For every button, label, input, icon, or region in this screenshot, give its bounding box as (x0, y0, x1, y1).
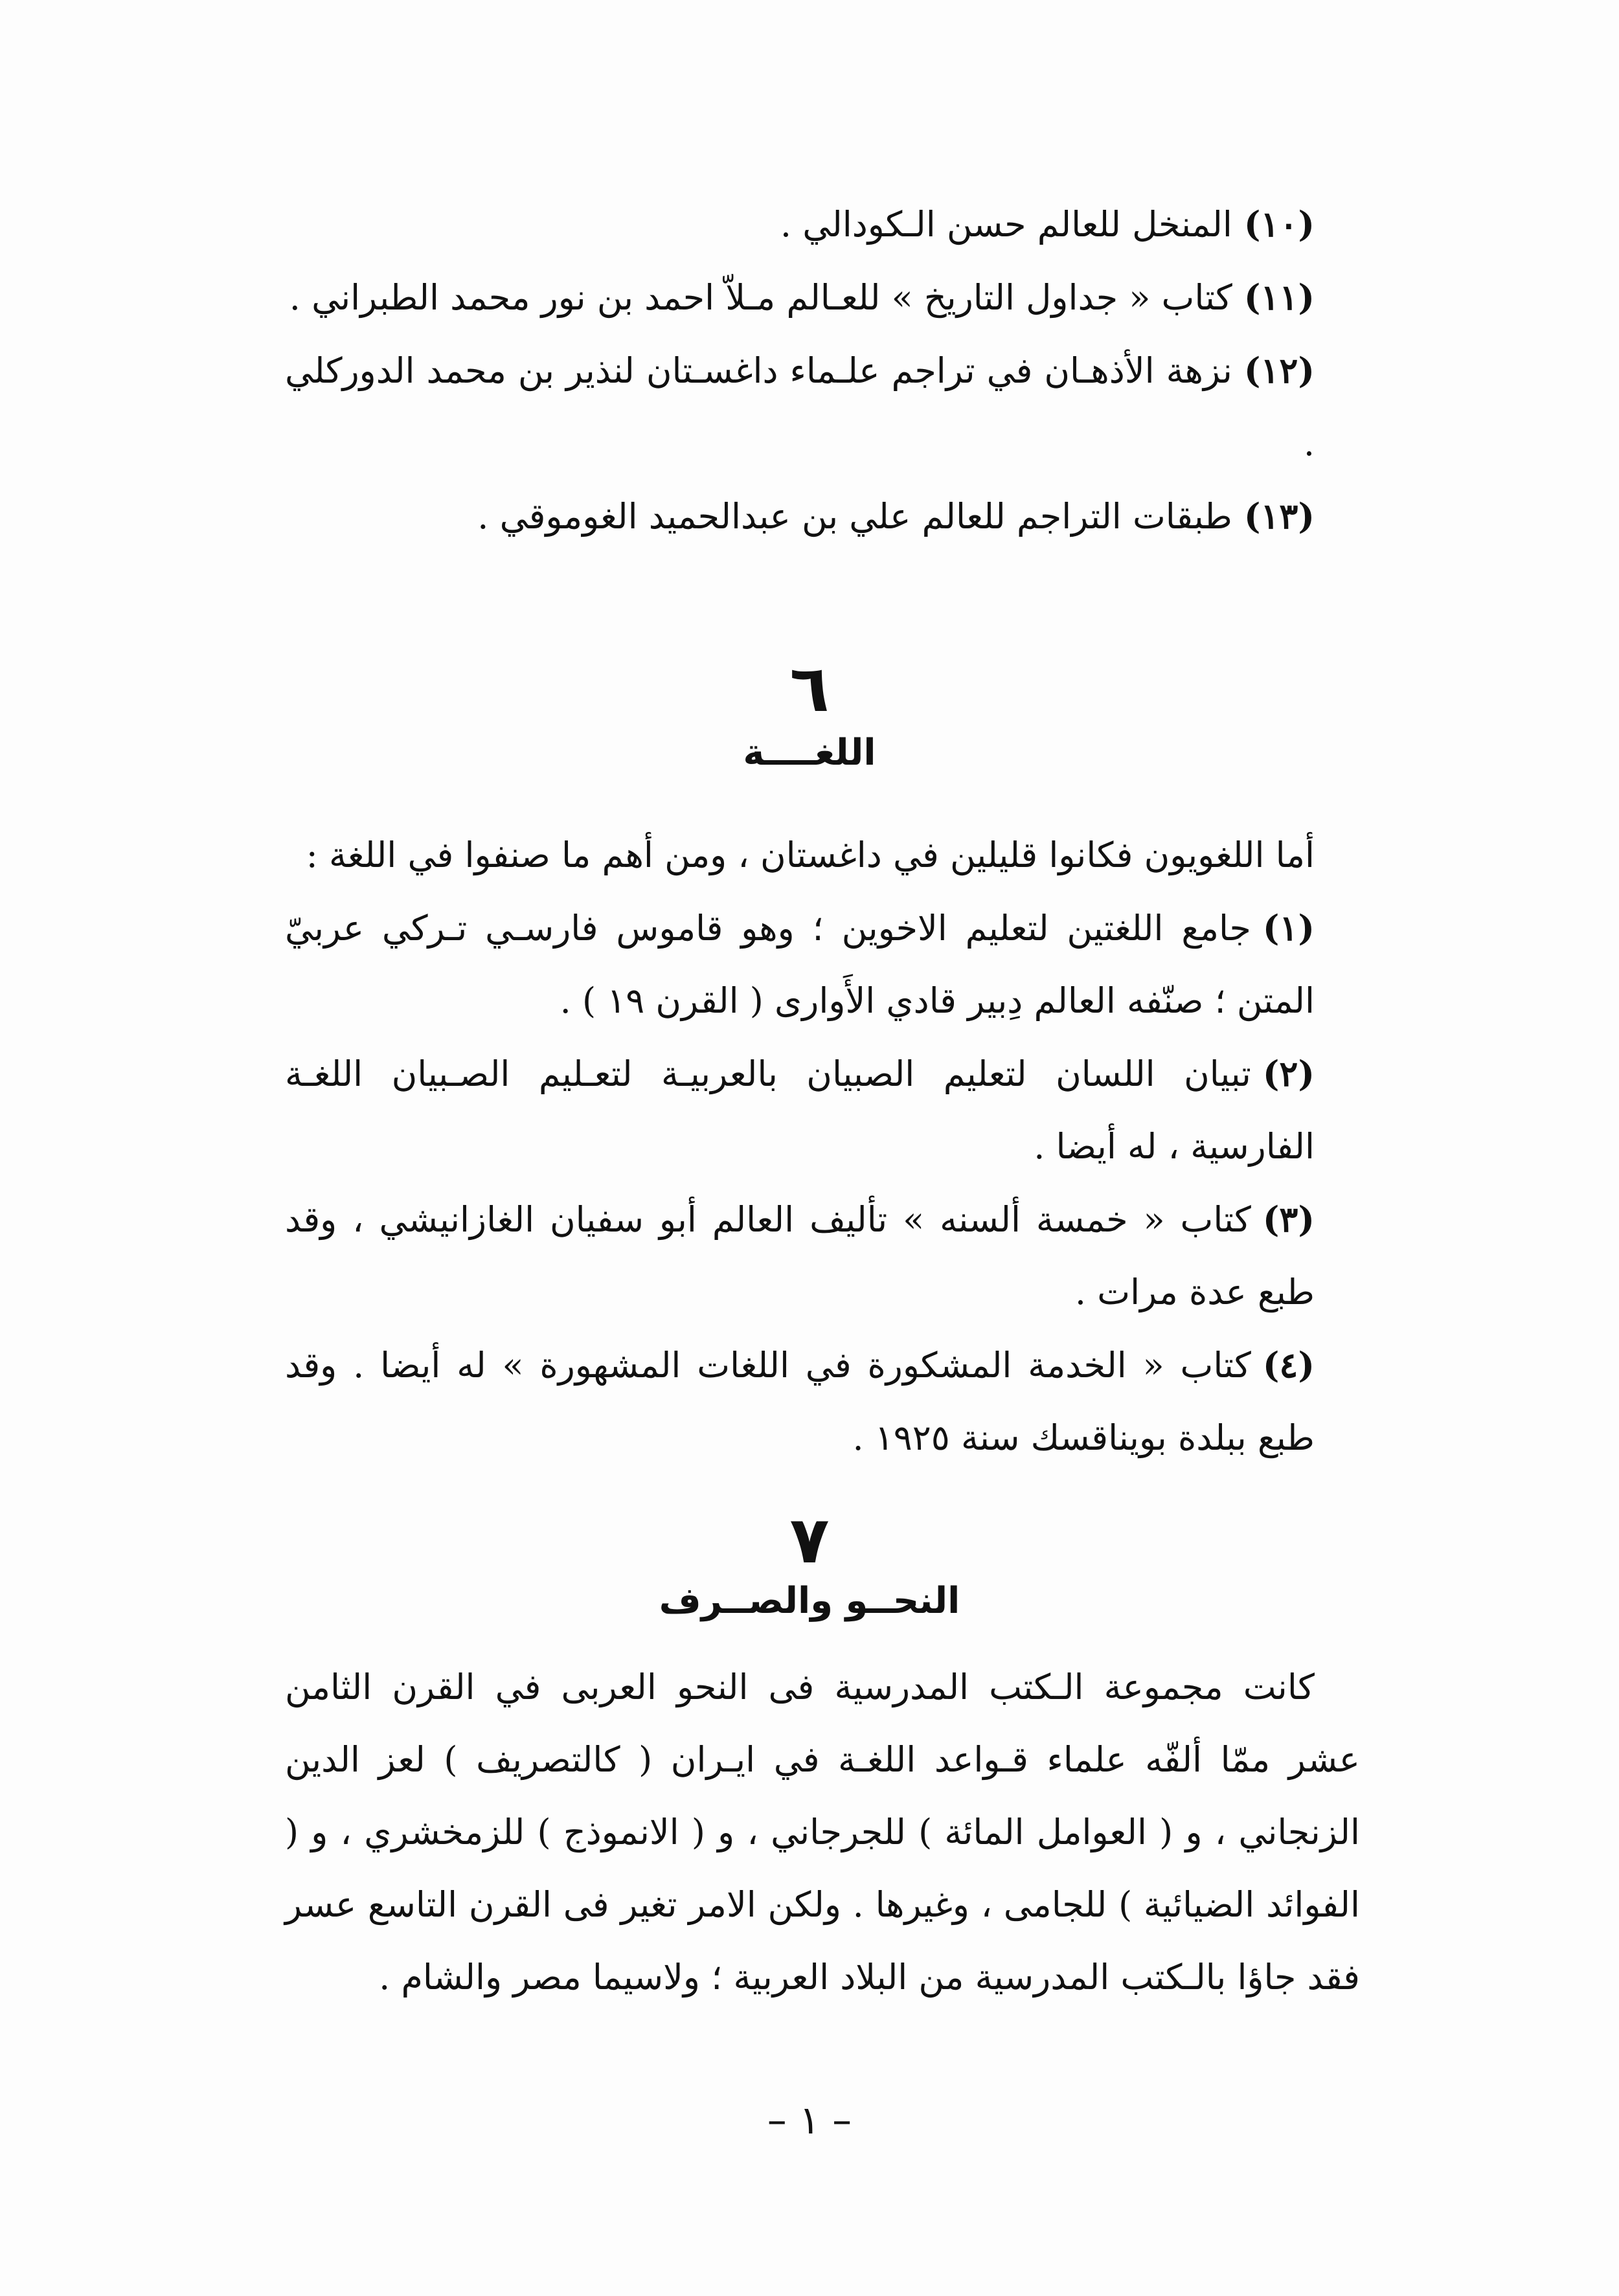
item-number: (٤) (1262, 1344, 1315, 1386)
page-number: – ١ – (767, 2098, 852, 2143)
list-item (285, 261, 1360, 334)
item-text: جامع اللغتين لتعليم الاخوين ؛ وهو قاموس فارسـي تـركي عربيّ المتن ؛ صنّفه العالم دِبير قادي الأَوارى ( القرن ١٩ ) . (285, 908, 1315, 1021)
item-text: تبيان اللسان لتعليم الصبيان بالعربيـة لتعـليم الصـبيان اللغـة الفارسية ، له أيضا . (285, 1053, 1315, 1167)
item-number: (٣) (1262, 1199, 1315, 1240)
item-number: (١٢) (1243, 350, 1315, 391)
language-section (285, 819, 1360, 1474)
item-text: كتاب « خمسة ألسنه » تأليف العالم أبو سفيان الغازانيشي ، وقد طبع عدة مرات . (285, 1199, 1315, 1312)
list-item (285, 1183, 1360, 1329)
item-number: (١٠) (1243, 203, 1315, 245)
list-item (285, 334, 1360, 480)
chapter-title: النحــو والصــرف (659, 1580, 960, 1622)
body-paragraph: كانت مجموعة الـكتب المدرسية فى النحو العربى في القرن الثامن عشر ممّا ألفّه علماء قـواعد اللغـة في ايـران ( كالتصريف ) لعز الدين الزنجاني ، و ( العوامل المائة ) للجرجاني ، و ( الانموذج ) للزمخشري ، و ( الفوائد الضيائية ) للجامى ، وغيرها . ولكن الامر تغير فى القرن التاسع عسر فقد جاؤا بالـكتب المدرسية من البلاد العربية ؛ ولاسيما مصر والشام . (285, 1667, 1360, 1998)
grammar-section (285, 1651, 1360, 2014)
item-number: (١١) (1243, 276, 1315, 318)
item-text: طبقات التراجم للعالم علي بن عبدالحميد الغوموقي . (477, 496, 1232, 537)
item-number: (١) (1262, 907, 1315, 949)
source-list-continued (285, 188, 1360, 553)
list-item (285, 188, 1360, 261)
chapter-title: اللغــــة (743, 732, 876, 774)
list-item (285, 892, 1360, 1037)
item-text: المنخل للعالم حسن الـكودالي . (780, 204, 1232, 245)
list-item (285, 1037, 1360, 1183)
chapter-number: ٧ (789, 1502, 830, 1578)
item-number: (٢) (1262, 1053, 1315, 1094)
item-text: نزهة الأذهـان في تراجم علـماء داغسـتان لنذير بن محمد الدوركلي . (285, 350, 1315, 464)
list-item (285, 480, 1360, 553)
chapter-number: ٦ (789, 651, 830, 726)
item-number: (١٣) (1243, 495, 1315, 537)
section-intro: أما اللغويون فكانوا قليلين في داغستان ، ومن أهم ما صنفوا في اللغة : (306, 835, 1315, 875)
item-text: كتاب « الخدمة المشكورة في اللغات المشهورة » له أيضا . وقد طبع ببلدة بويناقسك سنة ١٩٢٥ . (285, 1345, 1315, 1458)
list-item (285, 1329, 1360, 1474)
item-text: كتاب « جداول التاريخ » للعـالم مـلاّ احمد بن نور محمد الطبراني . (289, 277, 1232, 318)
